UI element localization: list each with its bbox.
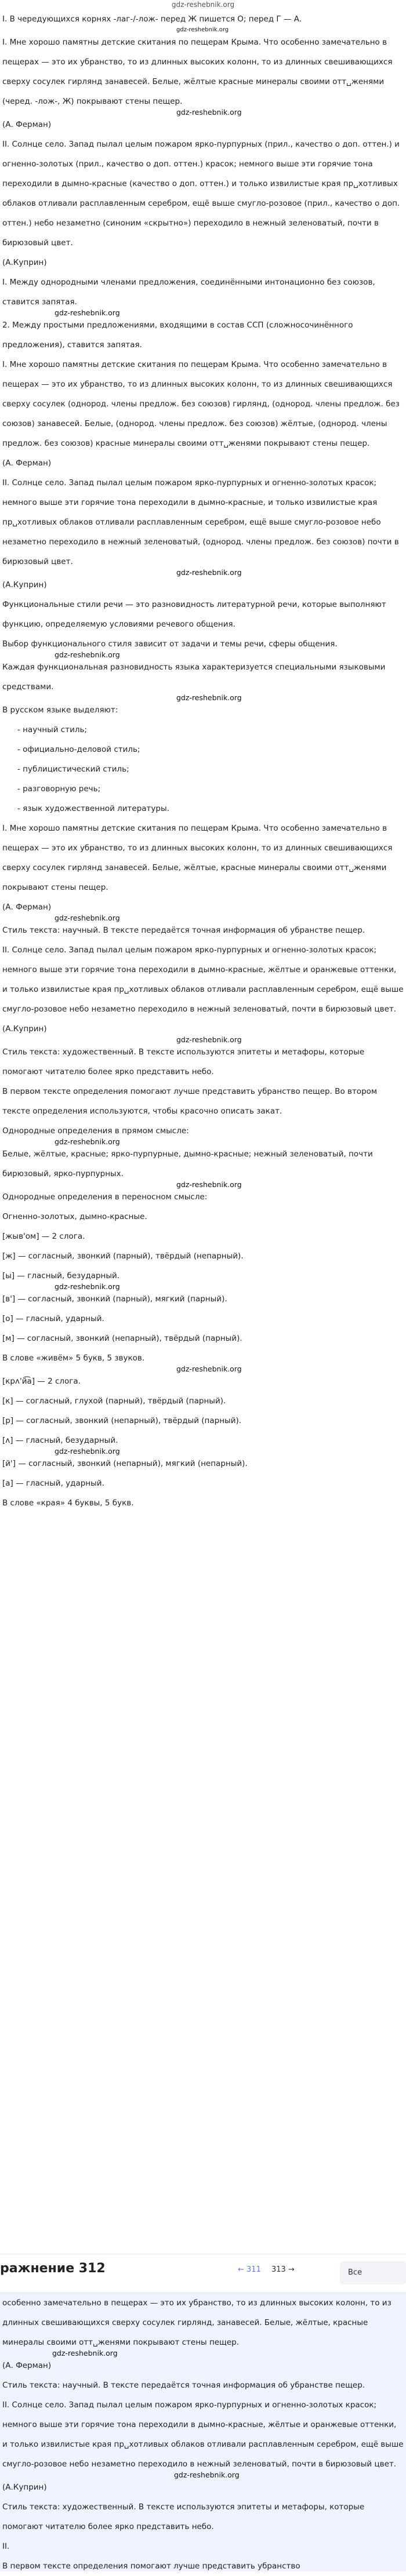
- watermark: gdz-reshebnik.org: [55, 1137, 120, 1146]
- phonetic-line: [в'] — согласный, звонкий (парный), мягкий (парный).: [2, 1294, 227, 1304]
- list-item: - язык художественной литературы.: [17, 799, 404, 818]
- author: (А.Куприн): [2, 1024, 47, 1034]
- paragraph: Каждая функциональная разновидность языка характеризуется специальными языковыми средствами.: [2, 663, 386, 692]
- paragraph: Стиль текста: научный. В тексте передаётся точная информация об убранстве пещер.: [2, 926, 365, 935]
- paragraph: I. В чередующихся корнях -лаг-/-лож- перед Ж пишется О; перед Г — А.: [2, 14, 302, 24]
- phonetic-line: [м] — согласный, звонкий (непарный), твёрдый (парный).: [2, 1334, 242, 1343]
- paragraph: особенно замечательно в пещерах — это их убранство, то из длинных высоких колонн, то из длинных свешивающихся сверху сосулек гирлянд, занавесей. Белые, жёлтые, красные минералы своими отт␣женями покрывают стены пещер.: [2, 2298, 392, 2347]
- paragraph: I. Мне хорошо памятны детские скитания по пещерам Крыма. Что особенно замечательно в пещерах — это их убранство, то из длинных высоких колонн, то из длинных свешивающихся сверху сосулек (однород. члены предлож. без союзов) гирлянд, (однород. члены предлож. без союзов) занавесей. Белые, (однород. члены предлож. без союзов) жёлтые, (однород. члены предлож. без союзов) красные минералы своими отт␣женями покрывают стены пещер.: [2, 360, 400, 448]
- watermark: gdz-reshebnik.org: [55, 1282, 120, 1291]
- phonetic-line: [й'] — согласный, звонкий (непарный), мягкий (непарный).: [2, 1459, 248, 1468]
- paragraph: II.: [2, 2542, 10, 2551]
- paragraph: Белые, жёлтые, красные; ярко-пурпурные, дымно-красные; нежный зеленоватый, почти бирюзовый, ярко-пурпурных.: [2, 1149, 373, 1178]
- author: (А. Ферман): [2, 120, 52, 129]
- paragraph: II. Солнце село. Запад пылал целым пожаром ярко-пурпурных и огненно-золотых красок; немного выше эти горячие тона переходили в дымно-красные, жёлтые и оранжевые оттенки, и только извилистые края пр␣хотливых облаков отливали расплавленным серебром, ещё выше смугло-розовое небо незаметно переходило в нежный зеленоватый, почти в бирюзовый цвет.: [2, 2400, 404, 2469]
- phonetic-line: [ы] — гласный, безударный.: [2, 1271, 120, 1280]
- paragraph: Стиль текста: художественный. В тексте используются эпитеты и метафоры, которые помогают читателю более ярко представить небо.: [2, 1047, 365, 1076]
- phonetic-line: [ж] — согласный, звонкий (парный), твёрдый (непарный).: [2, 1251, 244, 1261]
- phonetic-line: [к] — согласный, глухой (парный), твёрдый (парный).: [2, 1396, 226, 1406]
- exercise-nav-bar: [0, 2254, 406, 2293]
- styles-list: [2, 720, 404, 818]
- site-watermark-top: gdz-reshebnik.org: [171, 1, 235, 9]
- paragraph: [крʌ'й͡а] — 2 слога.: [2, 1377, 81, 1386]
- solution-preview: [0, 2293, 406, 2571]
- paragraph: II. Солнце село. Запад пылал целым пожаром ярко-пурпурных (прил., качество о доп. оттен.) и огненно-золотых (прил., качество о доп. оттен.) красок; немного выше эти горячие тона переходили в дымно-красные (качество о доп. оттен.) и только извилистые края пр␣хотливых облаков отливали расплавленным серебром, ещё выше смугло-розовое (прил., качество о доп. оттен.) небо незаметно (синоним «скрытно») переходило в нежный зеленоватый, почти в бирюзовый цвет.: [2, 140, 400, 248]
- phonetic-line: [а] — гласный, ударный.: [2, 1479, 104, 1488]
- paragraph: В слове «края» 4 буквы, 5 букв.: [2, 1498, 134, 1508]
- phonetic-line: [р] — согласный, звонкий (непарный), твёрдый (парный).: [2, 1416, 242, 1425]
- list-item: - научный стиль;: [17, 720, 404, 740]
- watermark: gdz-reshebnik.org: [52, 2349, 118, 2357]
- paragraph: 2. Между простыми предложениями, входящими в состав ССП (сложносочинённого предложения), ставится запятая.: [2, 321, 353, 350]
- watermark: gdz-reshebnik.org: [55, 650, 120, 659]
- list-item: - официально-деловой стиль;: [17, 740, 404, 759]
- author: (А. Ферман): [2, 2361, 52, 2370]
- watermark: gdz-reshebnik.org: [55, 914, 120, 922]
- author: (А.Куприн): [2, 258, 47, 267]
- paragraph: Стиль текста: научный. В тексте передаётся точная информация об убранстве пещер.: [2, 2381, 365, 2390]
- watermark: gdz-reshebnik.org: [176, 108, 242, 117]
- paragraph: II. Солнце село. Запад пылал целым пожаром ярко-пурпурных и огненно-золотых красок; немного выше эти горячие тона переходили в дымно-красные, жёлтые и оранжевые оттенки, и только извилистые края пр␣хотливых облаков отливали расплавленным серебром, ещё выше смугло-розовое небо незаметно переходило в нежный зеленоватый, почти в бирюзовый цвет.: [2, 945, 404, 1014]
- paragraph: Стиль текста: художественный. В тексте используются эпитеты и метафоры, которые помогают читателю более ярко представить небо.: [2, 2502, 365, 2531]
- watermark: gdz-reshebnik.org: [176, 1180, 242, 1189]
- phonetic-line: [ʌ] — гласный, безударный.: [2, 1436, 118, 1445]
- paragraph: Функциональные стили речи — это разновидность литературной речи, которые выполняют функцию, определяемую условиями речевого общения.: [2, 600, 386, 629]
- paragraph: В русском языке выделяют:: [2, 705, 118, 715]
- exercise-document: [0, 9, 406, 1513]
- prev-exercise-link[interactable]: ← 311: [238, 2265, 261, 2274]
- paragraph: В первом тексте определения помогают лучше представить убранство: [2, 2562, 300, 2571]
- pagination: [238, 2266, 303, 2273]
- paragraph: I. Мне хорошо памятны детские скитания по пещерам Крыма. Что особенно замечательно в пещерах — это их убранство, то из длинных высоких колонн, то из длинных свешивающихся сверху сосулек гирлянд занавесей. Белые, жёлтые красные минералы своими отт␣женями (черед. -лож-, Ж) покрывают стены пещер.: [2, 38, 393, 106]
- paragraph: Огненно-золотых, дымно-красные.: [2, 1212, 147, 1221]
- watermark: gdz-reshebnik.org: [176, 1365, 242, 1373]
- next-exercise-link[interactable]: 313 →: [271, 2265, 295, 2274]
- all-exercises-button[interactable]: Все: [340, 2261, 406, 2284]
- watermark: gdz-reshebnik.org: [55, 1447, 120, 1456]
- paragraph: В слове «живём» 5 букв, 5 звуков.: [2, 1354, 145, 1363]
- watermark: gdz-reshebnik.org: [174, 2471, 240, 2479]
- author: (А. Ферман): [2, 903, 52, 912]
- watermark: gdz-reshebnik.org: [176, 27, 229, 33]
- list-item: - публицистический стиль;: [17, 759, 404, 779]
- phonetic-line: [о] — гласный, ударный.: [2, 1314, 104, 1323]
- watermark: gdz-reshebnik.org: [176, 1035, 242, 1044]
- paragraph: В первом тексте определения помогают лучше представить убранство пещер. Во втором тексте определения используются, чтобы красочно описать закат.: [2, 1087, 378, 1116]
- watermark: gdz-reshebnik.org: [176, 693, 242, 702]
- paragraph: [жыв'ом] — 2 слога.: [2, 1232, 85, 1241]
- author: (А. Ферман): [2, 459, 52, 468]
- watermark: gdz-reshebnik.org: [176, 568, 242, 577]
- author: (А.Куприн): [2, 580, 47, 590]
- paragraph: I. Мне хорошо памятны детские скитания по пещерам Крыма. Что особенно замечательно в пещерах — это их убранство, то из длинных высоких колонн, то из длинных свешивающихся сверху сосулек гирлянд занавесей. Белые, жёлтые, красные минералы своими отт␣женями покрывают стены пещер.: [2, 824, 393, 892]
- paragraph: I. Между однородными членами предложения, соединёнными интонационно без союзов, ставится запятая.: [2, 278, 375, 307]
- paragraph: Выбор функционального стиля зависит от задачи и темы речи, сферы общения.: [2, 639, 338, 649]
- watermark: gdz-reshebnik.org: [55, 308, 120, 317]
- paragraph: Однородные определения в прямом смысле:: [2, 1126, 189, 1136]
- exercise-title: ражнение 312: [0, 2261, 106, 2276]
- author: (А.Куприн): [2, 2483, 47, 2492]
- paragraph: Однородные определения в переносном смысле:: [2, 1192, 208, 1202]
- list-item: - разговорную речь;: [17, 779, 404, 799]
- paragraph: II. Солнце село. Запад пылал целым пожаром ярко-пурпурных и огненно-золотых красок; немного выше эти горячие тона переходили в дымно-красные, и только извилистые края пр␣хотливых облаков отливали расплавленным серебром, ещё выше смугло-розовое небо незаметно переходило в нежный зеленоватый, (однород. члены предлож. без союзов) почти в бирюзовый цвет.: [2, 478, 399, 566]
